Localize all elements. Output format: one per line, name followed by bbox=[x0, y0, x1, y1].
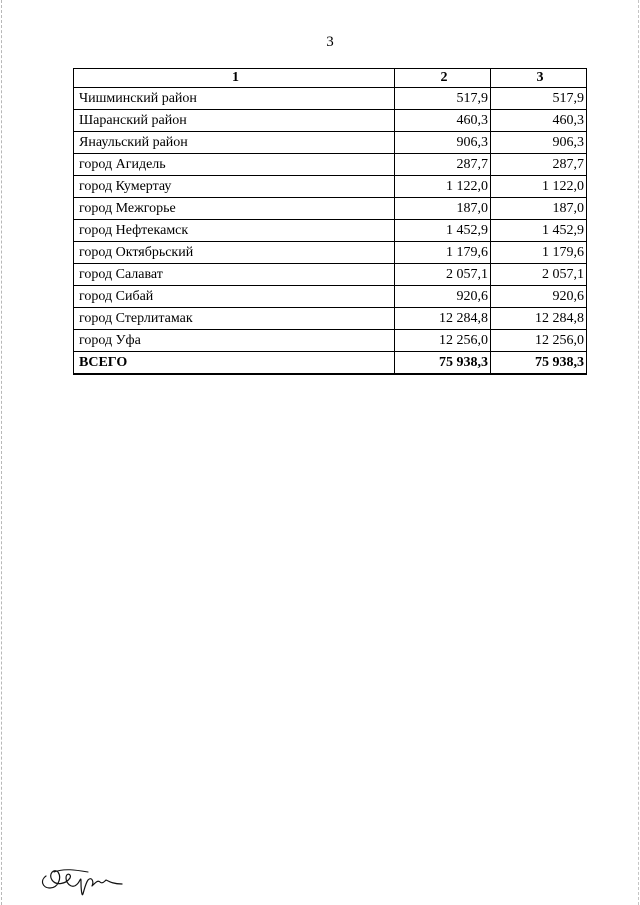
table-row bbox=[74, 330, 587, 352]
row-value-col2: 2 057,1 bbox=[395, 264, 491, 286]
total-value-col3: 75 938,3 bbox=[491, 352, 587, 375]
row-value-col2: 187,0 bbox=[395, 198, 491, 220]
row-value-col3: 2 057,1 bbox=[491, 264, 587, 286]
row-name: город Салават bbox=[74, 264, 395, 286]
table-row bbox=[74, 198, 587, 220]
page-number: 3 bbox=[326, 34, 334, 50]
row-value-col2: 1 122,0 bbox=[395, 176, 491, 198]
row-value-col2: 1 452,9 bbox=[395, 220, 491, 242]
row-value-col2: 906,3 bbox=[395, 132, 491, 154]
row-name: Шаранский район bbox=[74, 110, 395, 132]
row-value-col2: 12 256,0 bbox=[395, 330, 491, 352]
column-header-2: 2 bbox=[395, 69, 491, 88]
row-value-col3: 187,0 bbox=[491, 198, 587, 220]
total-row bbox=[74, 352, 587, 375]
budget-table bbox=[73, 68, 587, 375]
table-row bbox=[74, 110, 587, 132]
total-value-col2: 75 938,3 bbox=[395, 352, 491, 375]
row-value-col2: 460,3 bbox=[395, 110, 491, 132]
table-row bbox=[74, 220, 587, 242]
table-row bbox=[74, 286, 587, 308]
total-label: ВСЕГО bbox=[74, 352, 395, 375]
table-row bbox=[74, 176, 587, 198]
table-header-row bbox=[74, 69, 587, 88]
row-value-col3: 1 179,6 bbox=[491, 242, 587, 264]
row-name: город Межгорье bbox=[74, 198, 395, 220]
row-value-col3: 1 122,0 bbox=[491, 176, 587, 198]
column-header-1: 1 bbox=[74, 69, 395, 88]
table-row bbox=[74, 154, 587, 176]
table-row bbox=[74, 264, 587, 286]
row-value-col2: 517,9 bbox=[395, 88, 491, 110]
table-row bbox=[74, 132, 587, 154]
row-value-col2: 287,7 bbox=[395, 154, 491, 176]
row-name: Чишминский район bbox=[74, 88, 395, 110]
column-header-3: 3 bbox=[491, 69, 587, 88]
row-value-col2: 12 284,8 bbox=[395, 308, 491, 330]
row-name: город Уфа bbox=[74, 330, 395, 352]
row-name: город Нефтекамск bbox=[74, 220, 395, 242]
row-value-col3: 906,3 bbox=[491, 132, 587, 154]
row-value-col3: 12 256,0 bbox=[491, 330, 587, 352]
page-edge-right bbox=[638, 0, 639, 905]
row-name: Янаульский район bbox=[74, 132, 395, 154]
row-value-col3: 460,3 bbox=[491, 110, 587, 132]
table-row bbox=[74, 242, 587, 264]
row-value-col3: 1 452,9 bbox=[491, 220, 587, 242]
row-name: город Октябрьский bbox=[74, 242, 395, 264]
row-value-col2: 920,6 bbox=[395, 286, 491, 308]
table-row bbox=[74, 308, 587, 330]
row-value-col3: 920,6 bbox=[491, 286, 587, 308]
row-value-col3: 12 284,8 bbox=[491, 308, 587, 330]
row-value-col3: 517,9 bbox=[491, 88, 587, 110]
row-value-col3: 287,7 bbox=[491, 154, 587, 176]
row-name: город Сибай bbox=[74, 286, 395, 308]
page-edge-left bbox=[1, 0, 2, 905]
table-row bbox=[74, 88, 587, 110]
handwritten-signature bbox=[36, 858, 126, 900]
row-name: город Кумертау bbox=[74, 176, 395, 198]
row-value-col2: 1 179,6 bbox=[395, 242, 491, 264]
row-name: город Агидель bbox=[74, 154, 395, 176]
row-name: город Стерлитамак bbox=[74, 308, 395, 330]
